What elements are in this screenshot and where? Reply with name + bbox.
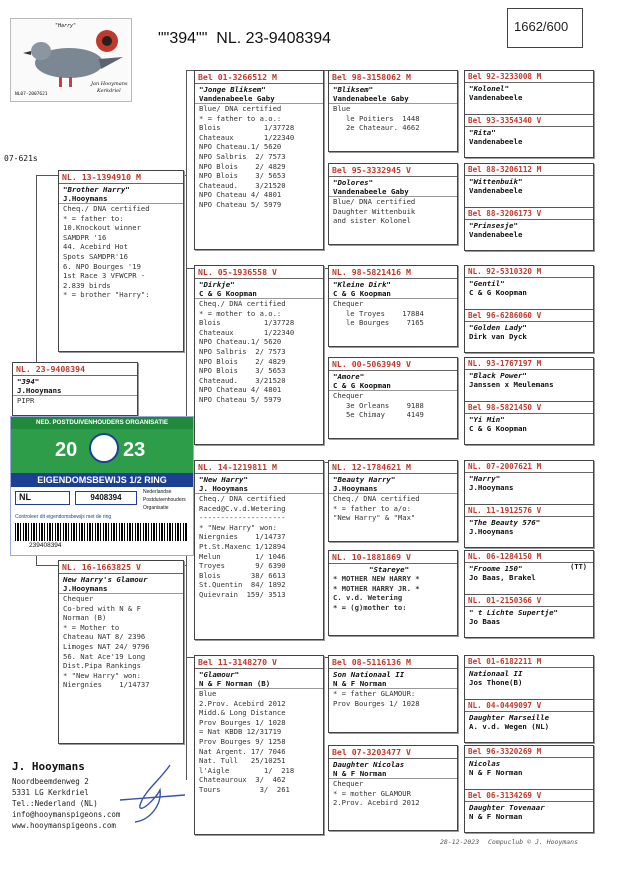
pedigree-line: * = (g)mother to: (333, 602, 407, 612)
mff-name: "Beauty Harry" (333, 475, 396, 484)
pedigree-line: Prov Bourges 1/ 1028 (333, 698, 420, 708)
fff-lines (329, 104, 457, 133)
g4-ring: NL. 07-2007621 M (465, 461, 593, 473)
card-logo (89, 433, 119, 463)
card-legend-3: Organisatie (143, 505, 169, 511)
card-legend-2: Postduivenhouders (143, 497, 186, 503)
pedigree-line: Niergnies 1/14737 (63, 680, 150, 690)
g4-owner: C & G Koopman (469, 424, 527, 433)
pedigree-line: Blois 1/37728 (199, 123, 295, 133)
card-control: Controleer dit eigendomsbewijs met de ring (15, 514, 112, 520)
pedigree-line: Raced@C.v.d.Wetering (199, 503, 286, 513)
g4-entry[interactable] (465, 114, 593, 158)
mm-box[interactable] (194, 655, 324, 835)
ffm-box[interactable] (328, 163, 458, 245)
pedigree-line: Niergnies 1/14737 (199, 532, 286, 542)
fmf-box[interactable] (328, 265, 458, 347)
g4-owner: A. v.d. Wegen (NL) (469, 722, 550, 731)
pedigree-line: NPO Chateau.1/ 5620 (199, 142, 282, 152)
pedigree-line: Cheq./ DNA certified (333, 494, 420, 503)
pedigree-line: * MOTHER NEW HARRY * (333, 574, 420, 583)
pedigree-line: Midd.& Long Distance (199, 708, 286, 718)
pedigree-line: NPO Chateau 5/ 5979 (199, 394, 282, 404)
g4-owner: N & F Norman (469, 768, 523, 777)
card-band (11, 429, 193, 473)
mfm-box[interactable] (328, 550, 458, 636)
pedigree-line: NPO Blois 2/ 4829 (199, 356, 286, 366)
pedigree-line: C. v.d. Wetering (333, 593, 403, 603)
father-name: "Brother Harry" (63, 185, 130, 194)
pedigree-line: Blue (199, 689, 217, 698)
fm-ring: NL. 05-1936558 V (195, 266, 323, 279)
g4-entry[interactable] (465, 504, 593, 548)
pedigree-line: Nat Argent. 17/ 7046 (199, 746, 286, 756)
mmm-ring: Bel 07-3203477 V (329, 746, 457, 759)
g4-entry[interactable] (465, 789, 593, 833)
ffm-ring: Bel 95-3332945 V (329, 164, 457, 177)
pedigree-line: Cheq./ DNA certified (63, 204, 150, 213)
mm-name: "Glamour" (199, 670, 240, 679)
pedigree-line: 2.839 birds (63, 280, 111, 290)
g4-pair-box[interactable] (464, 70, 594, 158)
fmf-ring: NL. 98-5821416 M (329, 266, 457, 279)
g4-pair-box[interactable] (464, 550, 594, 638)
g4-entry[interactable] (465, 746, 593, 789)
barcode-number: 239408394 (29, 542, 62, 549)
pedigree-line: Pt.St.Maxenc 1/12894 (199, 541, 286, 551)
g4-owner: N & F Norman (469, 812, 523, 821)
pedigree-line: NPO Chateau 4/ 4801 (199, 385, 282, 395)
mff-box[interactable] (328, 460, 458, 542)
breeder-address: Noordbeemdenweg 2 (12, 777, 89, 786)
g4-ring: Bel 96-6286060 V (465, 310, 593, 322)
g4-name: Daughter Marseille (469, 713, 550, 722)
subject-note: PIPR (17, 396, 35, 405)
pedigree-line: NPO Salbris 2/ 7573 (199, 151, 286, 161)
g4-owner: Jos Thone(B) (469, 678, 523, 687)
pedigree-line: Troyes 9/ 6390 (199, 561, 286, 571)
subject-name: "394" (17, 377, 40, 386)
pedigree-line: * "New Harry" won: (199, 522, 277, 532)
g4-entry[interactable] (465, 71, 593, 114)
ff-lines (195, 104, 323, 210)
pedigree-line: * = father GLAMOUR: (333, 689, 416, 698)
mf-lines (195, 494, 323, 600)
pedigree-line: NPO Chateau.1/ 5620 (199, 337, 282, 347)
pedigree-line: Blue (333, 104, 351, 113)
pedigree-line: * = Mother to (63, 622, 120, 632)
pedigree-line: Dist.Pipa Rankings (63, 661, 141, 671)
pedigree-line: SAMDPR '16 (63, 232, 107, 242)
pedigree-line: NPO Blois 2/ 4829 (199, 161, 286, 171)
pedigree-line: -------------------- (199, 513, 286, 523)
pedigree-line: 10.Knockout winner (63, 223, 141, 233)
pedigree-line: * = father to a/o: (333, 503, 411, 513)
father-ring: NL. 13-1394910 M (59, 171, 183, 184)
ownership-card (10, 416, 194, 556)
pedigree-line: NPO Blois 3/ 5653 (199, 366, 286, 376)
g4-pair-box[interactable] (464, 357, 594, 445)
fm-box[interactable] (194, 265, 324, 445)
fm-owner: C & G Koopman (195, 289, 323, 299)
fmf-owner: C & G Koopman (329, 289, 457, 299)
logo-photo (10, 18, 132, 102)
connector (186, 70, 194, 71)
pedigree-line: Nat. Tull 25/10251 (199, 756, 286, 766)
fmf-name: "Kleine Dirk" (333, 280, 391, 289)
page-title: ""394"" NL. 23-9408394 (158, 30, 332, 47)
g4-name: "Harry" (469, 474, 501, 483)
breeder-web[interactable]: www.hooymanspigeons.com (12, 821, 116, 830)
logo-ring: NL07-2007621 (15, 92, 48, 97)
pedigree-line: * = father to: (63, 213, 124, 223)
g4-owner: Jo Baas, Brakel (469, 573, 536, 582)
g4-name: "Prinsesje" (469, 221, 518, 230)
g4-owner: J.Hooymans (469, 527, 514, 536)
g4-owner: Vandenabeele (469, 230, 523, 239)
stamp-text: 1662/600 (514, 19, 569, 34)
pedigree-line: * = father to a.o.: (199, 113, 282, 123)
pedigree-line: Chateaux 1/22340 (199, 132, 295, 142)
mf-owner: J. Hooymans (195, 484, 323, 494)
g4-name: "Gentil" (469, 279, 505, 288)
g4-ring: NL. 92-5310320 M (465, 266, 593, 278)
fm-lines (195, 299, 323, 405)
pedigree-line: Prov Bourges 9/ 1258 (199, 736, 286, 746)
pedigree-line: 2e Chateaur. 4662 (333, 123, 420, 133)
card-country: NL (15, 491, 70, 505)
pedigree-line: Chequer (333, 391, 364, 400)
pedigree-line: Daughter Wittenbuik (333, 206, 416, 216)
g4-name: "Black Power" (469, 371, 527, 380)
g4-pair-box[interactable] (464, 163, 594, 251)
pedigree-line: Blois 38/ 6613 (199, 570, 286, 580)
card-org: NED. POSTDUIVENHOUDERS ORGANISATIE (11, 417, 193, 429)
mmf-owner: N & F Norman (329, 679, 457, 689)
g4-name: "Yi Min" (469, 415, 505, 424)
pedigree-line: le Troyes 17884 (333, 308, 424, 318)
logo-name: Jan Hooymans (91, 81, 128, 87)
pedigree-line: * = brother "Harry": (63, 290, 150, 300)
g4-owner: Vandenabeele (469, 93, 523, 102)
fmm-ring: NL. 00-5063949 V (329, 358, 457, 371)
connector (36, 175, 58, 176)
g4-pair-box[interactable] (464, 655, 594, 743)
pedigree-line: Tours 3/ 261 (199, 784, 290, 794)
g4-pair-box[interactable] (464, 265, 594, 353)
mf-ring: NL. 14-1219811 M (195, 461, 323, 474)
mm-ring: Bel 11-3148270 V (195, 656, 323, 669)
g4-tag: (TT) (570, 563, 587, 571)
mmf-lines (329, 689, 457, 708)
ffm-name: "Dolores" (333, 178, 374, 187)
logo-caption: "Harry" (55, 23, 77, 29)
mm-owner: N & F Norman (B) (195, 679, 323, 689)
g4-name: Nationaal II (469, 669, 523, 678)
ffm-owner: Vandenabeele Gaby (329, 187, 457, 197)
g4-ring: NL. 01-2150366 V (465, 595, 593, 607)
g4-owner: Jo Baas (469, 617, 501, 626)
father-owner: J.Hooymans (59, 194, 183, 204)
mother-owner: J.Hooymans (59, 584, 183, 594)
pedigree-line: 6. NPO Bourges '19 (63, 261, 141, 271)
g4-entry[interactable] (465, 656, 593, 699)
subject-box[interactable] (12, 362, 138, 416)
mfm-lines (329, 574, 457, 612)
pedigree-line: * = mother to a.o.: (199, 308, 282, 318)
g4-ring: NL. 06-1284150 M (465, 551, 593, 563)
connector (186, 657, 194, 658)
breeder-country: Tel.:Nederland (NL) (12, 799, 98, 808)
fff-owner: Vandenabeele Gaby (329, 94, 457, 104)
g4-entry[interactable] (465, 309, 593, 353)
barcode (15, 523, 187, 541)
connector (36, 175, 37, 362)
card-legend-1: Nederlandse (143, 489, 172, 495)
connector (36, 565, 58, 566)
pedigree-line: Chateau NAT 8/ 2396 (63, 632, 146, 642)
pedigree-line: Norman (B) (63, 613, 107, 623)
g4-ring: Bel 88-3206173 V (465, 208, 593, 220)
pedigree-line: * "New Harry" won: (63, 670, 141, 680)
connector (186, 268, 194, 269)
pedigree-line: Limoges NAT 24/ 9796 (63, 641, 150, 651)
pedigree-line: Co-bred with N & F (63, 603, 141, 613)
mother-ring: NL. 16-1663825 V (59, 561, 183, 574)
ff-ring: Bel 01-3266512 M (195, 71, 323, 84)
stamp (507, 8, 583, 48)
breeder-name: J. Hooymans (12, 760, 85, 773)
g4-entry[interactable] (465, 358, 593, 401)
mmm-owner: N & F Norman (329, 769, 457, 779)
fm-name: "Dirkje" (199, 280, 235, 289)
pedigree-line: Prov Bourges 1/ 1028 (199, 717, 286, 727)
g4-owner: Dirk van Dyck (469, 332, 527, 341)
g4-owner: J.Hooymans (469, 483, 514, 492)
mother-lines (59, 594, 183, 690)
pedigree-line: 5e Chimay 4149 (333, 410, 424, 420)
mother-box[interactable] (58, 560, 184, 744)
g4-ring: NL. 11-1912576 V (465, 505, 593, 517)
g4-pair-box[interactable] (464, 745, 594, 833)
card-title: EIGENDOMSBEWIJS 1/2 RING (11, 473, 193, 487)
breeder-email[interactable]: info@hooymanspigeons.com (12, 810, 121, 819)
pedigree-line: 56. Nat Ace'19 Long (63, 651, 146, 661)
pedigree-line: Chateaud. 3/21520 (199, 375, 286, 385)
g4-ring: Bel 98-5821450 V (465, 402, 593, 414)
ffm-lines (329, 197, 457, 226)
pedigree-line: Chequer (63, 594, 94, 603)
g4-entry[interactable] (465, 401, 593, 445)
mfm-ring: NL. 10-1881869 V (329, 551, 457, 564)
pedigree-line: St.Quentin 84/ 1892 (199, 580, 286, 590)
mmf-name: Son Nationaal II (333, 670, 405, 679)
pedigree-line: NPO Chateau 5/ 5979 (199, 199, 282, 209)
g4-name: "Kolonel" (469, 84, 510, 93)
fmf-lines (329, 299, 457, 328)
g4-name: "Rita" (469, 128, 496, 137)
pedigree-line: "New Harry" & "Max" (333, 513, 416, 523)
father-box[interactable] (58, 170, 184, 352)
mff-lines (329, 494, 457, 523)
fff-ring: Bel 98-3158062 M (329, 71, 457, 84)
pedigree-line: * = mother GLAMOUR (333, 788, 411, 798)
signature (100, 760, 190, 830)
ff-box[interactable] (194, 70, 324, 250)
g4-name: " t Lichte Supertje" (469, 608, 558, 617)
pedigree-line: 44. Acebird Hot (63, 242, 128, 252)
g4-name: "Wittenbuik" (469, 177, 523, 186)
pedigree-line: 2.Prov. Acebird 2012 (199, 698, 286, 708)
subject-ring: NL. 23-9408394 (13, 363, 137, 376)
fff-box[interactable] (328, 70, 458, 152)
card-number: 9408394 (75, 491, 137, 505)
print-software: Compuclub © J. Hooymans (488, 838, 579, 846)
g4-entry[interactable] (465, 551, 593, 594)
mfm-name: "Stareye" (369, 565, 410, 574)
g4-name: Daughter Tovenaar (469, 803, 545, 812)
card-year-left: 20 (55, 439, 78, 461)
g4-ring: NL. 04-0449097 V (465, 700, 593, 712)
mm-lines (195, 689, 323, 795)
mmf-box[interactable] (328, 655, 458, 733)
g4-entry[interactable] (465, 266, 593, 309)
pedigree-line: = Nat KBDB 12/31719 (199, 727, 282, 737)
pedigree-line: * MOTHER HARRY JR. * (333, 583, 420, 593)
pedigree-line: Chequer (333, 779, 364, 788)
pedigree-line: Chateauroux 3/ 462 (199, 775, 286, 785)
g4-name: "The Beauty 576" (469, 518, 541, 527)
mf-box[interactable] (194, 460, 324, 640)
g4-ring: Bel 01-6182211 M (465, 656, 593, 668)
breeder-city: 5331 LG Kerkdriel (12, 788, 89, 797)
mff-owner: J.Hooymans (329, 484, 457, 494)
g4-owner: C & G Koopman (469, 288, 527, 297)
g4-entry[interactable] (465, 461, 593, 504)
g4-entry[interactable] (465, 207, 593, 251)
pedigree-line: NPO Blois 3/ 5653 (199, 171, 286, 181)
pedigree-line: le Bourges 7165 (333, 318, 424, 328)
g4-name: "Golden Lady" (469, 323, 527, 332)
pedigree-line: Quievrain 159/ 3513 (199, 589, 286, 599)
g4-entry[interactable] (465, 594, 593, 638)
pedigree-line: Chateaud. 3/21520 (199, 180, 286, 190)
pedigree-line: Chateaux 1/22340 (199, 327, 295, 337)
pedigree-line: Chequer (333, 299, 364, 308)
g4-ring: Bel 93-3354340 V (465, 115, 593, 127)
ff-owner: Vandenabeele Gaby (195, 94, 323, 104)
ring-code: 07-621s (4, 154, 38, 163)
pedigree-line: Blue/ DNA certified (333, 197, 416, 206)
fmm-owner: C & G Koopman (329, 381, 457, 391)
mf-name: "New Harry" (199, 475, 248, 484)
pedigree-line: Blois 1/37728 (199, 318, 295, 328)
pedigree-line: Cheq./ DNA certified (199, 299, 286, 308)
g4-ring: Bel 88-3206112 M (465, 164, 593, 176)
mmm-box[interactable] (328, 745, 458, 831)
g4-owner: Vandenabeele (469, 137, 523, 146)
g4-name: Nicolas (469, 759, 501, 768)
mmm-lines (329, 779, 457, 808)
pedigree-line: Cheq./ DNA certified (199, 494, 286, 503)
g4-entry[interactable] (465, 699, 593, 743)
pedigree-line: Melun 1/ 1046 (199, 551, 286, 561)
g4-pair-box[interactable] (464, 460, 594, 548)
pedigree-line: le Poitiers 1448 (333, 113, 420, 123)
pedigree-line: 3e Orleans 9188 (333, 400, 424, 410)
mmf-ring: Bel 08-5116136 M (329, 656, 457, 669)
g4-ring: Bel 92-3233008 M (465, 71, 593, 83)
fmm-lines (329, 391, 457, 420)
card-year-right: 23 (123, 439, 146, 461)
mother-name: New Harry's Glamour (63, 575, 148, 584)
g4-ring: Bel 06-3134269 V (465, 790, 593, 802)
g4-entry[interactable] (465, 164, 593, 207)
g4-name: "Froome 150" (469, 564, 523, 573)
pedigree-line: l'Aigle 1/ 218 (199, 765, 295, 775)
pedigree-line: 1st Race 3 VFWCPR - (63, 271, 146, 281)
g4-owner: Vandenabeele (469, 186, 523, 195)
g4-ring: NL. 93-1767197 M (465, 358, 593, 370)
fmm-name: "Amore" (333, 372, 365, 381)
ff-name: "Jonge Bliksem" (199, 85, 266, 94)
father-lines (59, 204, 183, 300)
logo-place: Kerkdriel (97, 88, 121, 94)
fmm-box[interactable] (328, 357, 458, 439)
pedigree-line: and sister Kolonel (333, 216, 411, 226)
print-date: 28-12-2023 (440, 838, 480, 846)
pedigree-line: Spots SAMDPR'16 (63, 251, 128, 261)
g4-ring: Bel 96-3320269 M (465, 746, 593, 758)
fff-name: "Bliksem" (333, 85, 374, 94)
pedigree-line: 2.Prov. Acebird 2012 (333, 798, 420, 808)
subject-owner: J.Hooymans (13, 386, 137, 396)
pedigree-line: NPO Chateau 4/ 4801 (199, 190, 282, 200)
mff-ring: NL. 12-1784621 M (329, 461, 457, 474)
g4-owner: Janssen x Meulemans (469, 380, 554, 389)
mmm-name: Daughter Nicolas (333, 760, 405, 769)
pedigree-line: Blue/ DNA certified (199, 104, 282, 113)
pedigree-line: NPO Salbris 2/ 7573 (199, 346, 286, 356)
